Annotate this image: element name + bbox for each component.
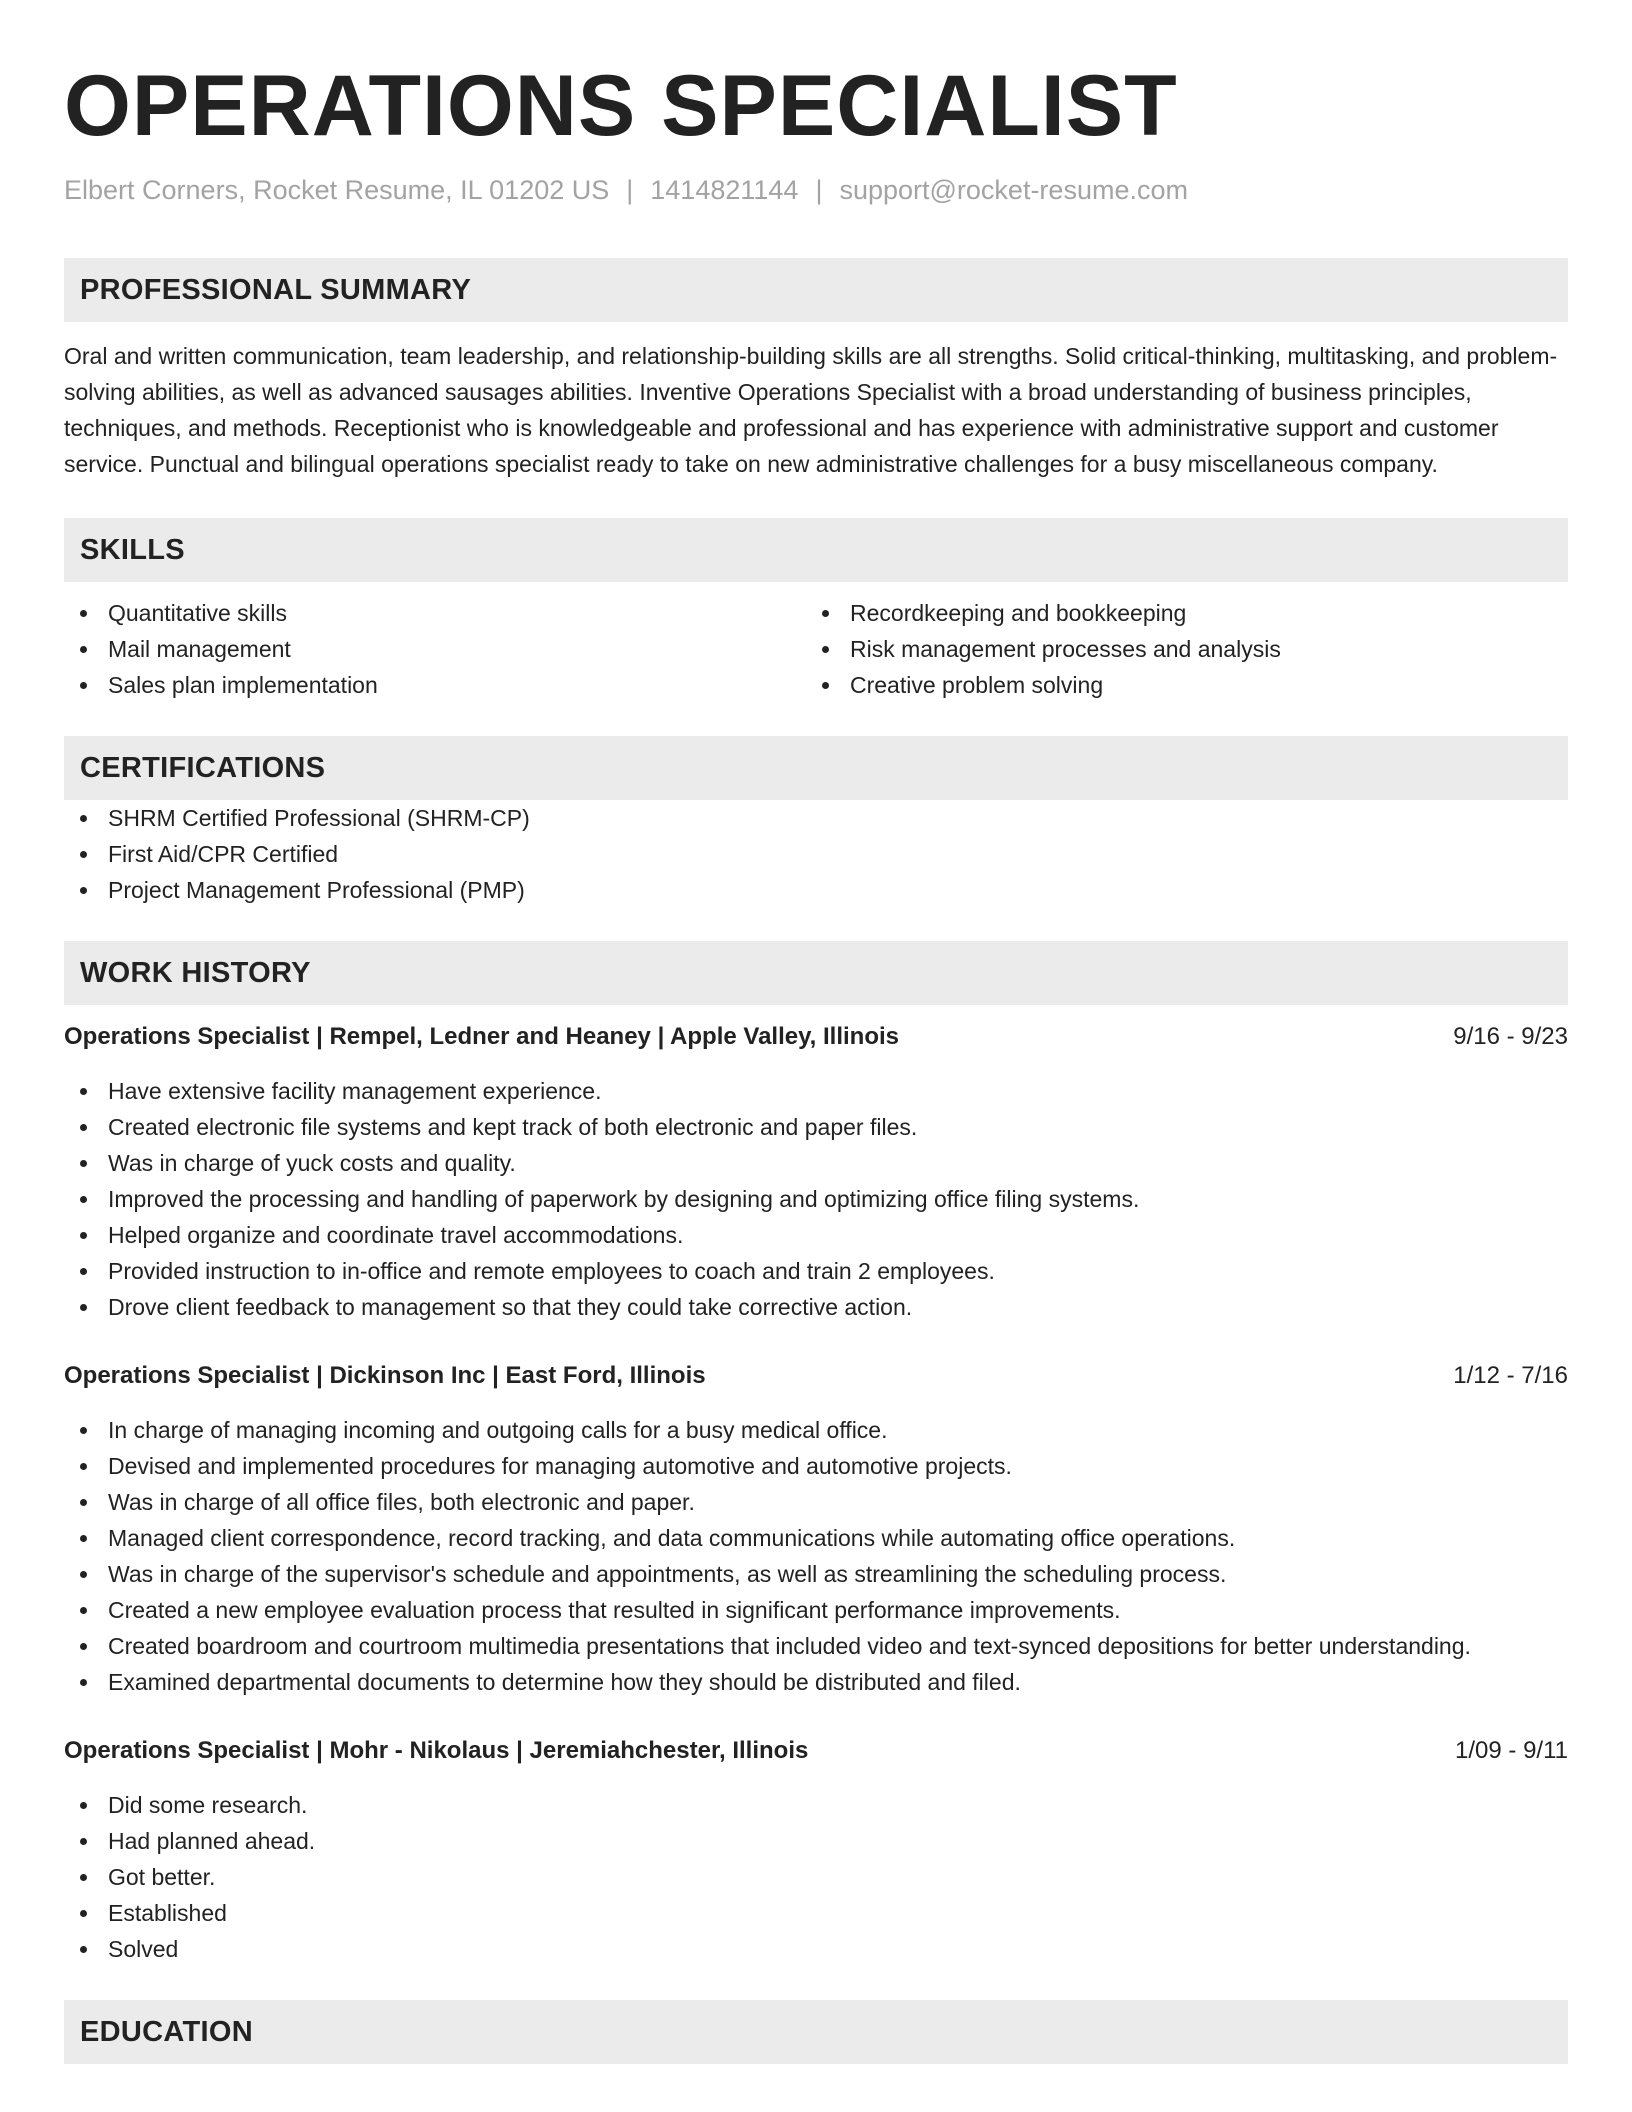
bullet-icon <box>80 1268 87 1275</box>
job-bullet <box>64 1895 1568 1931</box>
skill-text: Mail management <box>108 636 291 662</box>
job-bullet <box>64 1859 1568 1895</box>
job-bullet <box>64 1109 1568 1145</box>
skills-section-title: SKILLS <box>80 533 185 566</box>
job-header <box>64 1019 1568 1055</box>
job-dates: 1/12 - 7/16 <box>1453 1362 1568 1389</box>
job-bullet <box>64 1931 1568 1967</box>
summary-section-header <box>64 258 1568 322</box>
bullet-icon <box>80 1463 87 1470</box>
job-dates: 1/09 - 9/11 <box>1455 1737 1568 1764</box>
job-bullet <box>64 1412 1568 1448</box>
job-bullet <box>64 1253 1568 1289</box>
job-dates: 9/16 - 9/23 <box>1453 1023 1568 1050</box>
job-bullet <box>64 1592 1568 1628</box>
job-bullet-text: Improved the processing and handling of paperwork by designing and optimizing office filing systems. <box>108 1186 1140 1212</box>
skill-item <box>64 595 806 631</box>
certification-item <box>64 800 1568 836</box>
resume-name-heading: OPERATIONS SPECIALIST <box>64 58 1178 154</box>
job-bullet-text: Was in charge of the supervisor's schedule and appointments, as well as streamlining the scheduling process. <box>108 1561 1227 1587</box>
bullet-icon <box>80 1088 87 1095</box>
bullet-icon <box>80 646 87 653</box>
resume-page <box>64 0 1568 2064</box>
skills-grid <box>64 595 1568 703</box>
job-bullet-text: Created electronic file systems and kept track of both electronic and paper files. <box>108 1114 918 1140</box>
bullet-icon <box>80 1874 87 1881</box>
bullet-icon <box>80 1802 87 1809</box>
skill-item <box>806 631 1548 667</box>
skill-item <box>806 667 1548 703</box>
job-bullet-text: In charge of managing incoming and outgoing calls for a busy medical office. <box>108 1417 888 1443</box>
bullet-icon <box>80 815 87 822</box>
bullet-icon <box>80 887 87 894</box>
bullet-icon <box>80 610 87 617</box>
bullet-icon <box>80 1124 87 1131</box>
job-title: Operations Specialist | Dickinson Inc | East Ford, Illinois <box>64 1362 706 1389</box>
job-bullet <box>64 1823 1568 1859</box>
bullet-icon <box>80 1427 87 1434</box>
bullet-icon <box>822 646 829 653</box>
bullet-icon <box>80 851 87 858</box>
job-bullet-text: Created boardroom and courtroom multimedia presentations that included video and text-synced depositions for better understanding. <box>108 1633 1471 1659</box>
job-bullet-text: Created a new employee evaluation process that resulted in significant performance improvements. <box>108 1597 1121 1623</box>
job-bullet <box>64 1073 1568 1109</box>
job-bullets <box>64 1412 1568 1700</box>
bullet-icon <box>80 1196 87 1203</box>
skill-item <box>806 595 1548 631</box>
job-bullet <box>64 1181 1568 1217</box>
job-header <box>64 1733 1568 1769</box>
skills-column-left <box>64 595 806 703</box>
contact-email: support@rocket-resume.com <box>839 175 1188 205</box>
job-entry <box>64 1019 1568 1325</box>
bullet-icon <box>80 1499 87 1506</box>
summary-paragraph: Oral and written communication, team leadership, and relationship-building skills are all strengths. Solid critical-thinking, multitasking, and problem-solving abilities, as well as advanced sausages abilities. Inventive Operations Specialist with a broad understanding of business principles, techniques, and methods. Receptionist who is knowledgeable and professional and has experience with administrative support and customer service. Punctual and bilingual operations specialist ready to take on new administrative challenges for a busy miscellaneous company. <box>64 343 1558 477</box>
job-bullet-text: Was in charge of all office files, both electronic and paper. <box>108 1489 695 1515</box>
job-bullet <box>64 1448 1568 1484</box>
bullet-icon <box>80 1160 87 1167</box>
bullet-icon <box>80 1304 87 1311</box>
job-bullet-text: Did some research. <box>108 1792 308 1818</box>
job-bullet <box>64 1520 1568 1556</box>
job-entry <box>64 1733 1568 1967</box>
bullet-icon <box>80 1679 87 1686</box>
certification-item <box>64 872 1568 908</box>
job-bullets <box>64 1787 1568 1967</box>
skills-column-right <box>806 595 1548 703</box>
skill-item <box>64 667 806 703</box>
contact-separator: | <box>626 175 634 205</box>
job-bullet <box>64 1628 1568 1664</box>
work-history-section-title: WORK HISTORY <box>80 956 311 989</box>
certification-text: Project Management Professional (PMP) <box>108 877 525 903</box>
contact-phone: 1414821144 <box>650 175 799 205</box>
work-history-section-header <box>64 941 1568 1005</box>
certifications-section-title: CERTIFICATIONS <box>80 751 326 784</box>
bullet-icon <box>80 1571 87 1578</box>
skill-text: Sales plan implementation <box>108 672 378 698</box>
job-entry <box>64 1358 1568 1700</box>
bullet-icon <box>80 1946 87 1953</box>
bullet-icon <box>80 1910 87 1917</box>
bullet-icon <box>80 1232 87 1239</box>
job-bullet-text: Had planned ahead. <box>108 1828 316 1854</box>
certification-text: SHRM Certified Professional (SHRM-CP) <box>108 805 530 831</box>
certifications-section-header <box>64 736 1568 800</box>
job-bullet-text: Helped organize and coordinate travel accommodations. <box>108 1222 684 1248</box>
skill-item <box>64 631 806 667</box>
certifications-list <box>64 800 1568 908</box>
job-bullet-text: Drove client feedback to management so that they could take corrective action. <box>108 1294 913 1320</box>
job-bullet <box>64 1787 1568 1823</box>
job-bullet-text: Examined departmental documents to determine how they should be distributed and filed. <box>108 1669 1021 1695</box>
certifications-section <box>64 736 1568 908</box>
job-bullet <box>64 1145 1568 1181</box>
job-bullet-text: Provided instruction to in-office and remote employees to coach and train 2 employees. <box>108 1258 995 1284</box>
job-bullet <box>64 1217 1568 1253</box>
bullet-icon <box>80 1838 87 1845</box>
certification-text: First Aid/CPR Certified <box>108 841 339 867</box>
work-history-section <box>64 941 1568 1967</box>
education-section-header <box>64 2000 1568 2064</box>
contact-line <box>64 172 1568 208</box>
bullet-icon <box>822 682 829 689</box>
job-bullet <box>64 1289 1568 1325</box>
bullet-icon <box>80 1535 87 1542</box>
job-bullet-text: Managed client correspondence, record tracking, and data communications while automating office operations. <box>108 1525 1236 1551</box>
bullet-icon <box>80 1643 87 1650</box>
job-bullet <box>64 1484 1568 1520</box>
job-bullet <box>64 1556 1568 1592</box>
skill-text: Creative problem solving <box>850 672 1104 698</box>
bullet-icon <box>822 610 829 617</box>
job-bullet-text: Solved <box>108 1936 179 1962</box>
job-header <box>64 1358 1568 1394</box>
contact-separator: | <box>815 175 823 205</box>
skill-text: Quantitative skills <box>108 600 287 626</box>
job-bullets <box>64 1073 1568 1325</box>
contact-address: Elbert Corners, Rocket Resume, IL 01202 US <box>64 175 610 205</box>
summary-section-title: PROFESSIONAL SUMMARY <box>80 273 472 306</box>
job-bullet-text: Established <box>108 1900 227 1926</box>
job-title: Operations Specialist | Mohr - Nikolaus | Jeremiahchester, Illinois <box>64 1737 809 1764</box>
bullet-icon <box>80 682 87 689</box>
job-bullet-text: Was in charge of yuck costs and quality. <box>108 1150 516 1176</box>
job-bullet-text: Got better. <box>108 1864 216 1890</box>
education-section <box>64 2000 1568 2064</box>
job-bullet-text: Devised and implemented procedures for managing automotive and automotive projects. <box>108 1453 1012 1479</box>
skills-section-header <box>64 518 1568 582</box>
skill-text: Recordkeeping and bookkeeping <box>850 600 1187 626</box>
summary-section <box>64 258 1568 482</box>
job-title: Operations Specialist | Rempel, Ledner and Heaney | Apple Valley, Illinois <box>64 1023 900 1050</box>
skills-section <box>64 518 1568 703</box>
job-bullet-text: Have extensive facility management experience. <box>108 1078 602 1104</box>
skill-text: Risk management processes and analysis <box>850 636 1281 662</box>
education-section-title: EDUCATION <box>80 2015 253 2048</box>
bullet-icon <box>80 1607 87 1614</box>
job-bullet <box>64 1664 1568 1700</box>
certification-item <box>64 836 1568 872</box>
